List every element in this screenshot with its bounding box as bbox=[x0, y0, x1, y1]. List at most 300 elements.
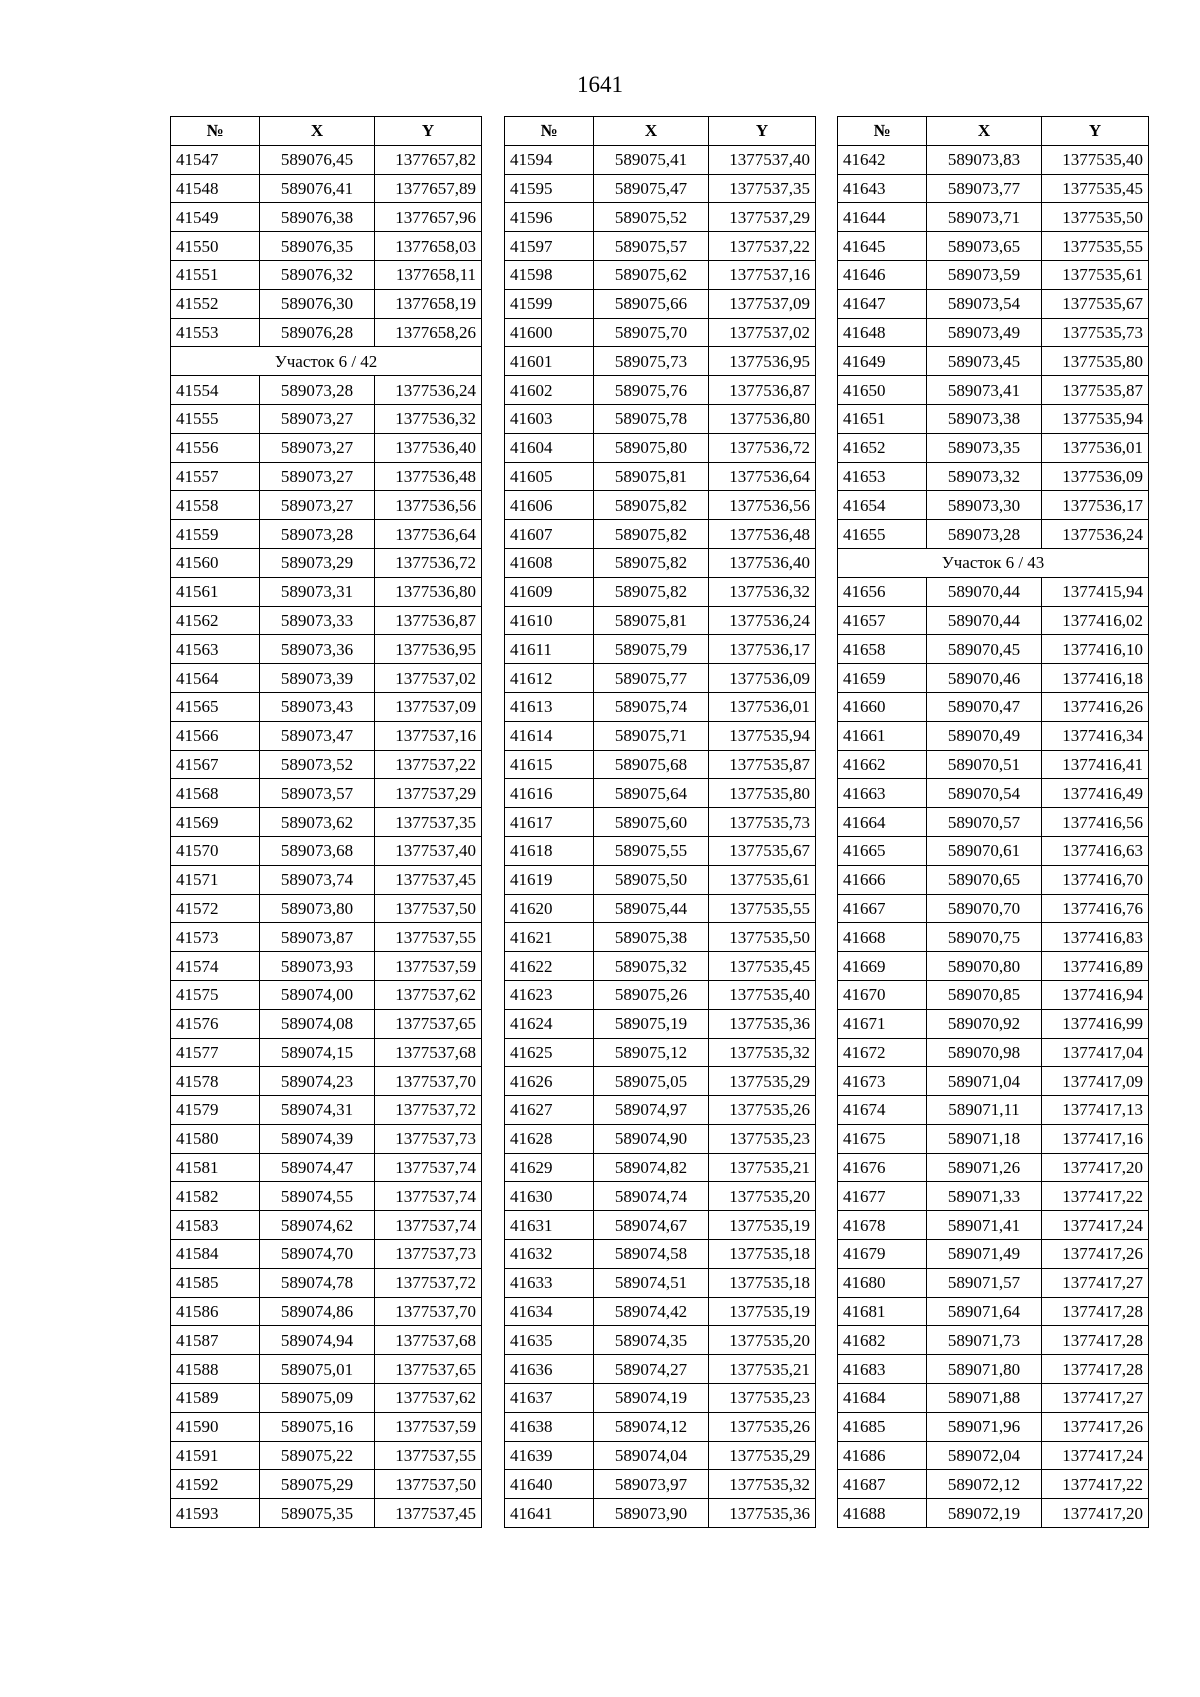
x-coordinate-cell: 589073,30 bbox=[927, 491, 1042, 520]
table-row bbox=[505, 635, 816, 664]
point-number-cell: 41623 bbox=[505, 980, 594, 1009]
y-coordinate-cell: 1377537,35 bbox=[375, 808, 482, 837]
y-coordinate-cell: 1377537,02 bbox=[709, 318, 816, 347]
table-row bbox=[505, 548, 816, 577]
x-coordinate-cell: 589073,43 bbox=[260, 692, 375, 721]
header-row bbox=[171, 117, 482, 146]
y-coordinate-cell: 1377416,10 bbox=[1042, 635, 1149, 664]
table-row bbox=[171, 1268, 482, 1297]
table-row bbox=[505, 980, 816, 1009]
x-coordinate-cell: 589071,41 bbox=[927, 1211, 1042, 1240]
x-coordinate-cell: 589070,70 bbox=[927, 894, 1042, 923]
table-row bbox=[838, 606, 1149, 635]
x-coordinate-cell: 589074,94 bbox=[260, 1326, 375, 1355]
table-row bbox=[838, 1240, 1149, 1269]
table-row bbox=[171, 548, 482, 577]
header-x: X bbox=[927, 117, 1042, 146]
table-row bbox=[505, 865, 816, 894]
y-coordinate-cell: 1377536,87 bbox=[375, 606, 482, 635]
table-row bbox=[171, 1096, 482, 1125]
y-coordinate-cell: 1377535,21 bbox=[709, 1355, 816, 1384]
x-coordinate-cell: 589070,57 bbox=[927, 808, 1042, 837]
y-coordinate-cell: 1377535,73 bbox=[1042, 318, 1149, 347]
table-row bbox=[838, 1211, 1149, 1240]
y-coordinate-cell: 1377535,80 bbox=[709, 779, 816, 808]
table-row bbox=[171, 1499, 482, 1528]
x-coordinate-cell: 589073,71 bbox=[927, 203, 1042, 232]
y-coordinate-cell: 1377417,22 bbox=[1042, 1182, 1149, 1211]
y-coordinate-cell: 1377535,50 bbox=[1042, 203, 1149, 232]
table-row bbox=[171, 1384, 482, 1413]
point-number-cell: 41598 bbox=[505, 260, 594, 289]
table-row bbox=[171, 232, 482, 261]
y-coordinate-cell: 1377537,50 bbox=[375, 1470, 482, 1499]
y-coordinate-cell: 1377416,94 bbox=[1042, 980, 1149, 1009]
point-number-cell: 41675 bbox=[838, 1124, 927, 1153]
table-row bbox=[171, 203, 482, 232]
y-coordinate-cell: 1377535,19 bbox=[709, 1297, 816, 1326]
y-coordinate-cell: 1377417,20 bbox=[1042, 1153, 1149, 1182]
table-row bbox=[171, 174, 482, 203]
y-coordinate-cell: 1377416,70 bbox=[1042, 865, 1149, 894]
x-coordinate-cell: 589072,12 bbox=[927, 1470, 1042, 1499]
x-coordinate-cell: 589073,33 bbox=[260, 606, 375, 635]
point-number-cell: 41557 bbox=[171, 462, 260, 491]
table-row bbox=[505, 606, 816, 635]
y-coordinate-cell: 1377535,26 bbox=[709, 1412, 816, 1441]
x-coordinate-cell: 589074,31 bbox=[260, 1096, 375, 1125]
point-number-cell: 41591 bbox=[171, 1441, 260, 1470]
x-coordinate-cell: 589070,46 bbox=[927, 664, 1042, 693]
y-coordinate-cell: 1377536,40 bbox=[375, 433, 482, 462]
x-coordinate-cell: 589075,82 bbox=[594, 548, 709, 577]
x-coordinate-cell: 589075,80 bbox=[594, 433, 709, 462]
point-number-cell: 41611 bbox=[505, 635, 594, 664]
header-y: Y bbox=[375, 117, 482, 146]
y-coordinate-cell: 1377537,55 bbox=[375, 923, 482, 952]
x-coordinate-cell: 589070,47 bbox=[927, 692, 1042, 721]
y-coordinate-cell: 1377657,96 bbox=[375, 203, 482, 232]
table-row bbox=[505, 433, 816, 462]
x-coordinate-cell: 589074,23 bbox=[260, 1067, 375, 1096]
table-row bbox=[171, 577, 482, 606]
x-coordinate-cell: 589073,80 bbox=[260, 894, 375, 923]
x-coordinate-cell: 589073,47 bbox=[260, 721, 375, 750]
point-number-cell: 41644 bbox=[838, 203, 927, 232]
point-number-cell: 41679 bbox=[838, 1240, 927, 1269]
point-number-cell: 41595 bbox=[505, 174, 594, 203]
point-number-cell: 41676 bbox=[838, 1153, 927, 1182]
y-coordinate-cell: 1377537,68 bbox=[375, 1326, 482, 1355]
point-number-cell: 41641 bbox=[505, 1499, 594, 1528]
y-coordinate-cell: 1377658,26 bbox=[375, 318, 482, 347]
x-coordinate-cell: 589076,38 bbox=[260, 203, 375, 232]
table-row bbox=[505, 1470, 816, 1499]
table-row bbox=[505, 1009, 816, 1038]
y-coordinate-cell: 1377417,28 bbox=[1042, 1326, 1149, 1355]
table-row bbox=[171, 1211, 482, 1240]
table-row bbox=[838, 289, 1149, 318]
section-row bbox=[838, 548, 1149, 577]
y-coordinate-cell: 1377657,82 bbox=[375, 145, 482, 174]
point-number-cell: 41629 bbox=[505, 1153, 594, 1182]
y-coordinate-cell: 1377417,27 bbox=[1042, 1384, 1149, 1413]
x-coordinate-cell: 589073,87 bbox=[260, 923, 375, 952]
point-number-cell: 41673 bbox=[838, 1067, 927, 1096]
table-row bbox=[838, 952, 1149, 981]
y-coordinate-cell: 1377537,74 bbox=[375, 1211, 482, 1240]
point-number-cell: 41634 bbox=[505, 1297, 594, 1326]
y-coordinate-cell: 1377537,29 bbox=[375, 779, 482, 808]
x-coordinate-cell: 589073,31 bbox=[260, 577, 375, 606]
point-number-cell: 41608 bbox=[505, 548, 594, 577]
x-coordinate-cell: 589074,51 bbox=[594, 1268, 709, 1297]
table-row bbox=[171, 1355, 482, 1384]
y-coordinate-cell: 1377416,56 bbox=[1042, 808, 1149, 837]
table-row bbox=[505, 1326, 816, 1355]
table-row bbox=[505, 1153, 816, 1182]
y-coordinate-cell: 1377535,36 bbox=[709, 1499, 816, 1528]
table-row bbox=[171, 289, 482, 318]
point-number-cell: 41606 bbox=[505, 491, 594, 520]
point-number-cell: 41580 bbox=[171, 1124, 260, 1153]
point-number-cell: 41647 bbox=[838, 289, 927, 318]
point-number-cell: 41649 bbox=[838, 347, 927, 376]
point-number-cell: 41646 bbox=[838, 260, 927, 289]
table-row bbox=[505, 664, 816, 693]
x-coordinate-cell: 589074,27 bbox=[594, 1355, 709, 1384]
point-number-cell: 41688 bbox=[838, 1499, 927, 1528]
point-number-cell: 41602 bbox=[505, 376, 594, 405]
x-coordinate-cell: 589074,90 bbox=[594, 1124, 709, 1153]
point-number-cell: 41674 bbox=[838, 1096, 927, 1125]
x-coordinate-cell: 589075,79 bbox=[594, 635, 709, 664]
x-coordinate-cell: 589073,27 bbox=[260, 433, 375, 462]
table-row bbox=[838, 1009, 1149, 1038]
table-row bbox=[505, 1297, 816, 1326]
point-number-cell: 41643 bbox=[838, 174, 927, 203]
table-row bbox=[171, 318, 482, 347]
x-coordinate-cell: 589075,41 bbox=[594, 145, 709, 174]
table-row bbox=[838, 1499, 1149, 1528]
table-row bbox=[505, 1441, 816, 1470]
y-coordinate-cell: 1377535,36 bbox=[709, 1009, 816, 1038]
x-coordinate-cell: 589071,11 bbox=[927, 1096, 1042, 1125]
y-coordinate-cell: 1377535,26 bbox=[709, 1096, 816, 1125]
y-coordinate-cell: 1377537,35 bbox=[709, 174, 816, 203]
header-row bbox=[838, 117, 1149, 146]
x-coordinate-cell: 589070,45 bbox=[927, 635, 1042, 664]
table-row bbox=[171, 1009, 482, 1038]
point-number-cell: 41584 bbox=[171, 1240, 260, 1269]
y-coordinate-cell: 1377537,09 bbox=[375, 692, 482, 721]
x-coordinate-cell: 589075,12 bbox=[594, 1038, 709, 1067]
y-coordinate-cell: 1377657,89 bbox=[375, 174, 482, 203]
table-row bbox=[171, 1153, 482, 1182]
page-number: 1641 bbox=[577, 72, 623, 97]
y-coordinate-cell: 1377536,01 bbox=[1042, 433, 1149, 462]
table-row bbox=[838, 1153, 1149, 1182]
table-row bbox=[505, 1355, 816, 1384]
table-row bbox=[838, 376, 1149, 405]
x-coordinate-cell: 589071,49 bbox=[927, 1240, 1042, 1269]
header-number: № bbox=[505, 117, 594, 146]
table-row bbox=[171, 260, 482, 289]
point-number-cell: 41578 bbox=[171, 1067, 260, 1096]
table-row bbox=[838, 462, 1149, 491]
x-coordinate-cell: 589075,57 bbox=[594, 232, 709, 261]
x-coordinate-cell: 589075,74 bbox=[594, 692, 709, 721]
table-row bbox=[505, 462, 816, 491]
point-number-cell: 41594 bbox=[505, 145, 594, 174]
table-row bbox=[171, 779, 482, 808]
table-row bbox=[171, 1038, 482, 1067]
x-coordinate-cell: 589075,38 bbox=[594, 923, 709, 952]
x-coordinate-cell: 589075,50 bbox=[594, 865, 709, 894]
y-coordinate-cell: 1377536,64 bbox=[375, 520, 482, 549]
y-coordinate-cell: 1377537,50 bbox=[375, 894, 482, 923]
table-row bbox=[171, 923, 482, 952]
x-coordinate-cell: 589075,29 bbox=[260, 1470, 375, 1499]
x-coordinate-cell: 589075,81 bbox=[594, 606, 709, 635]
x-coordinate-cell: 589074,35 bbox=[594, 1326, 709, 1355]
point-number-cell: 41601 bbox=[505, 347, 594, 376]
point-number-cell: 41586 bbox=[171, 1297, 260, 1326]
y-coordinate-cell: 1377417,22 bbox=[1042, 1470, 1149, 1499]
coordinates-table-2 bbox=[504, 116, 816, 1528]
table-row bbox=[505, 174, 816, 203]
x-coordinate-cell: 589074,97 bbox=[594, 1096, 709, 1125]
x-coordinate-cell: 589073,59 bbox=[927, 260, 1042, 289]
x-coordinate-cell: 589071,26 bbox=[927, 1153, 1042, 1182]
point-number-cell: 41571 bbox=[171, 865, 260, 894]
table-row bbox=[505, 145, 816, 174]
y-coordinate-cell: 1377537,16 bbox=[375, 721, 482, 750]
x-coordinate-cell: 589076,41 bbox=[260, 174, 375, 203]
x-coordinate-cell: 589071,64 bbox=[927, 1297, 1042, 1326]
point-number-cell: 41581 bbox=[171, 1153, 260, 1182]
point-number-cell: 41684 bbox=[838, 1384, 927, 1413]
table-row bbox=[838, 980, 1149, 1009]
y-coordinate-cell: 1377535,18 bbox=[709, 1240, 816, 1269]
x-coordinate-cell: 589075,32 bbox=[594, 952, 709, 981]
table-row bbox=[838, 1384, 1149, 1413]
x-coordinate-cell: 589071,33 bbox=[927, 1182, 1042, 1211]
table-row bbox=[838, 347, 1149, 376]
y-coordinate-cell: 1377416,18 bbox=[1042, 664, 1149, 693]
y-coordinate-cell: 1377537,68 bbox=[375, 1038, 482, 1067]
y-coordinate-cell: 1377416,02 bbox=[1042, 606, 1149, 635]
point-number-cell: 41610 bbox=[505, 606, 594, 635]
point-number-cell: 41650 bbox=[838, 376, 927, 405]
table-row bbox=[505, 404, 816, 433]
x-coordinate-cell: 589074,58 bbox=[594, 1240, 709, 1269]
y-coordinate-cell: 1377536,24 bbox=[709, 606, 816, 635]
point-number-cell: 41632 bbox=[505, 1240, 594, 1269]
x-coordinate-cell: 589071,18 bbox=[927, 1124, 1042, 1153]
y-coordinate-cell: 1377537,40 bbox=[375, 836, 482, 865]
point-number-cell: 41685 bbox=[838, 1412, 927, 1441]
x-coordinate-cell: 589070,49 bbox=[927, 721, 1042, 750]
y-coordinate-cell: 1377535,67 bbox=[709, 836, 816, 865]
y-coordinate-cell: 1377535,61 bbox=[1042, 260, 1149, 289]
point-number-cell: 41558 bbox=[171, 491, 260, 520]
point-number-cell: 41633 bbox=[505, 1268, 594, 1297]
x-coordinate-cell: 589073,90 bbox=[594, 1499, 709, 1528]
x-coordinate-cell: 589075,70 bbox=[594, 318, 709, 347]
point-number-cell: 41562 bbox=[171, 606, 260, 635]
point-number-cell: 41619 bbox=[505, 865, 594, 894]
point-number-cell: 41577 bbox=[171, 1038, 260, 1067]
y-coordinate-cell: 1377536,24 bbox=[375, 376, 482, 405]
y-coordinate-cell: 1377536,09 bbox=[709, 664, 816, 693]
table-row bbox=[171, 865, 482, 894]
x-coordinate-cell: 589070,54 bbox=[927, 779, 1042, 808]
x-coordinate-cell: 589075,82 bbox=[594, 520, 709, 549]
point-number-cell: 41671 bbox=[838, 1009, 927, 1038]
table-row bbox=[505, 808, 816, 837]
y-coordinate-cell: 1377537,72 bbox=[375, 1096, 482, 1125]
point-number-cell: 41663 bbox=[838, 779, 927, 808]
coordinates-table-1 bbox=[170, 116, 482, 1528]
y-coordinate-cell: 1377535,45 bbox=[1042, 174, 1149, 203]
table-row bbox=[171, 1067, 482, 1096]
y-coordinate-cell: 1377535,55 bbox=[709, 894, 816, 923]
table-row bbox=[838, 1297, 1149, 1326]
point-number-cell: 41635 bbox=[505, 1326, 594, 1355]
point-number-cell: 41570 bbox=[171, 836, 260, 865]
x-coordinate-cell: 589074,12 bbox=[594, 1412, 709, 1441]
y-coordinate-cell: 1377417,13 bbox=[1042, 1096, 1149, 1125]
table-row bbox=[505, 1211, 816, 1240]
x-coordinate-cell: 589074,67 bbox=[594, 1211, 709, 1240]
point-number-cell: 41631 bbox=[505, 1211, 594, 1240]
y-coordinate-cell: 1377416,83 bbox=[1042, 923, 1149, 952]
point-number-cell: 41627 bbox=[505, 1096, 594, 1125]
point-number-cell: 41593 bbox=[171, 1499, 260, 1528]
y-coordinate-cell: 1377417,16 bbox=[1042, 1124, 1149, 1153]
x-coordinate-cell: 589076,35 bbox=[260, 232, 375, 261]
table-row bbox=[838, 750, 1149, 779]
point-number-cell: 41583 bbox=[171, 1211, 260, 1240]
table-row bbox=[505, 692, 816, 721]
x-coordinate-cell: 589073,27 bbox=[260, 462, 375, 491]
table-row bbox=[838, 1124, 1149, 1153]
x-coordinate-cell: 589073,54 bbox=[927, 289, 1042, 318]
point-number-cell: 41550 bbox=[171, 232, 260, 261]
x-coordinate-cell: 589075,22 bbox=[260, 1441, 375, 1470]
x-coordinate-cell: 589075,78 bbox=[594, 404, 709, 433]
x-coordinate-cell: 589070,98 bbox=[927, 1038, 1042, 1067]
point-number-cell: 41668 bbox=[838, 923, 927, 952]
point-number-cell: 41681 bbox=[838, 1297, 927, 1326]
x-coordinate-cell: 589073,49 bbox=[927, 318, 1042, 347]
point-number-cell: 41645 bbox=[838, 232, 927, 261]
point-number-cell: 41597 bbox=[505, 232, 594, 261]
table-row bbox=[838, 1355, 1149, 1384]
x-coordinate-cell: 589073,38 bbox=[927, 404, 1042, 433]
x-coordinate-cell: 589070,44 bbox=[927, 577, 1042, 606]
y-coordinate-cell: 1377537,62 bbox=[375, 1384, 482, 1413]
y-coordinate-cell: 1377536,64 bbox=[709, 462, 816, 491]
y-coordinate-cell: 1377537,16 bbox=[709, 260, 816, 289]
header-number: № bbox=[171, 117, 260, 146]
x-coordinate-cell: 589071,88 bbox=[927, 1384, 1042, 1413]
table-row bbox=[838, 1326, 1149, 1355]
table-row bbox=[171, 1182, 482, 1211]
point-number-cell: 41563 bbox=[171, 635, 260, 664]
table-row bbox=[505, 1268, 816, 1297]
x-coordinate-cell: 589074,39 bbox=[260, 1124, 375, 1153]
table-row bbox=[505, 1096, 816, 1125]
x-coordinate-cell: 589075,52 bbox=[594, 203, 709, 232]
x-coordinate-cell: 589074,00 bbox=[260, 980, 375, 1009]
y-coordinate-cell: 1377535,29 bbox=[709, 1441, 816, 1470]
x-coordinate-cell: 589070,85 bbox=[927, 980, 1042, 1009]
x-coordinate-cell: 589075,64 bbox=[594, 779, 709, 808]
point-number-cell: 41639 bbox=[505, 1441, 594, 1470]
point-number-cell: 41669 bbox=[838, 952, 927, 981]
y-coordinate-cell: 1377417,09 bbox=[1042, 1067, 1149, 1096]
x-coordinate-cell: 589075,55 bbox=[594, 836, 709, 865]
x-coordinate-cell: 589070,51 bbox=[927, 750, 1042, 779]
point-number-cell: 41592 bbox=[171, 1470, 260, 1499]
table-row bbox=[171, 1297, 482, 1326]
table-row bbox=[838, 692, 1149, 721]
x-coordinate-cell: 589073,27 bbox=[260, 404, 375, 433]
table-row bbox=[838, 577, 1149, 606]
table-row bbox=[171, 1470, 482, 1499]
point-number-cell: 41556 bbox=[171, 433, 260, 462]
table-row bbox=[838, 145, 1149, 174]
table-row bbox=[171, 1412, 482, 1441]
table-row bbox=[505, 1412, 816, 1441]
point-number-cell: 41547 bbox=[171, 145, 260, 174]
y-coordinate-cell: 1377417,04 bbox=[1042, 1038, 1149, 1067]
point-number-cell: 41624 bbox=[505, 1009, 594, 1038]
table-row bbox=[505, 376, 816, 405]
point-number-cell: 41575 bbox=[171, 980, 260, 1009]
point-number-cell: 41636 bbox=[505, 1355, 594, 1384]
x-coordinate-cell: 589075,05 bbox=[594, 1067, 709, 1096]
y-coordinate-cell: 1377535,73 bbox=[709, 808, 816, 837]
y-coordinate-cell: 1377535,20 bbox=[709, 1182, 816, 1211]
point-number-cell: 41573 bbox=[171, 923, 260, 952]
x-coordinate-cell: 589073,62 bbox=[260, 808, 375, 837]
x-coordinate-cell: 589070,75 bbox=[927, 923, 1042, 952]
table-row bbox=[171, 894, 482, 923]
table-row bbox=[505, 1038, 816, 1067]
point-number-cell: 41596 bbox=[505, 203, 594, 232]
table-row bbox=[505, 1499, 816, 1528]
x-coordinate-cell: 589075,26 bbox=[594, 980, 709, 1009]
point-number-cell: 41664 bbox=[838, 808, 927, 837]
table-row bbox=[838, 836, 1149, 865]
y-coordinate-cell: 1377536,72 bbox=[709, 433, 816, 462]
point-number-cell: 41559 bbox=[171, 520, 260, 549]
y-coordinate-cell: 1377535,32 bbox=[709, 1470, 816, 1499]
point-number-cell: 41616 bbox=[505, 779, 594, 808]
y-coordinate-cell: 1377658,11 bbox=[375, 260, 482, 289]
x-coordinate-cell: 589076,30 bbox=[260, 289, 375, 318]
table-row bbox=[505, 318, 816, 347]
y-coordinate-cell: 1377537,55 bbox=[375, 1441, 482, 1470]
y-coordinate-cell: 1377537,65 bbox=[375, 1355, 482, 1384]
section-title: Участок 6 / 42 bbox=[171, 347, 482, 376]
table-row bbox=[505, 779, 816, 808]
table-row bbox=[171, 980, 482, 1009]
x-coordinate-cell: 589075,62 bbox=[594, 260, 709, 289]
